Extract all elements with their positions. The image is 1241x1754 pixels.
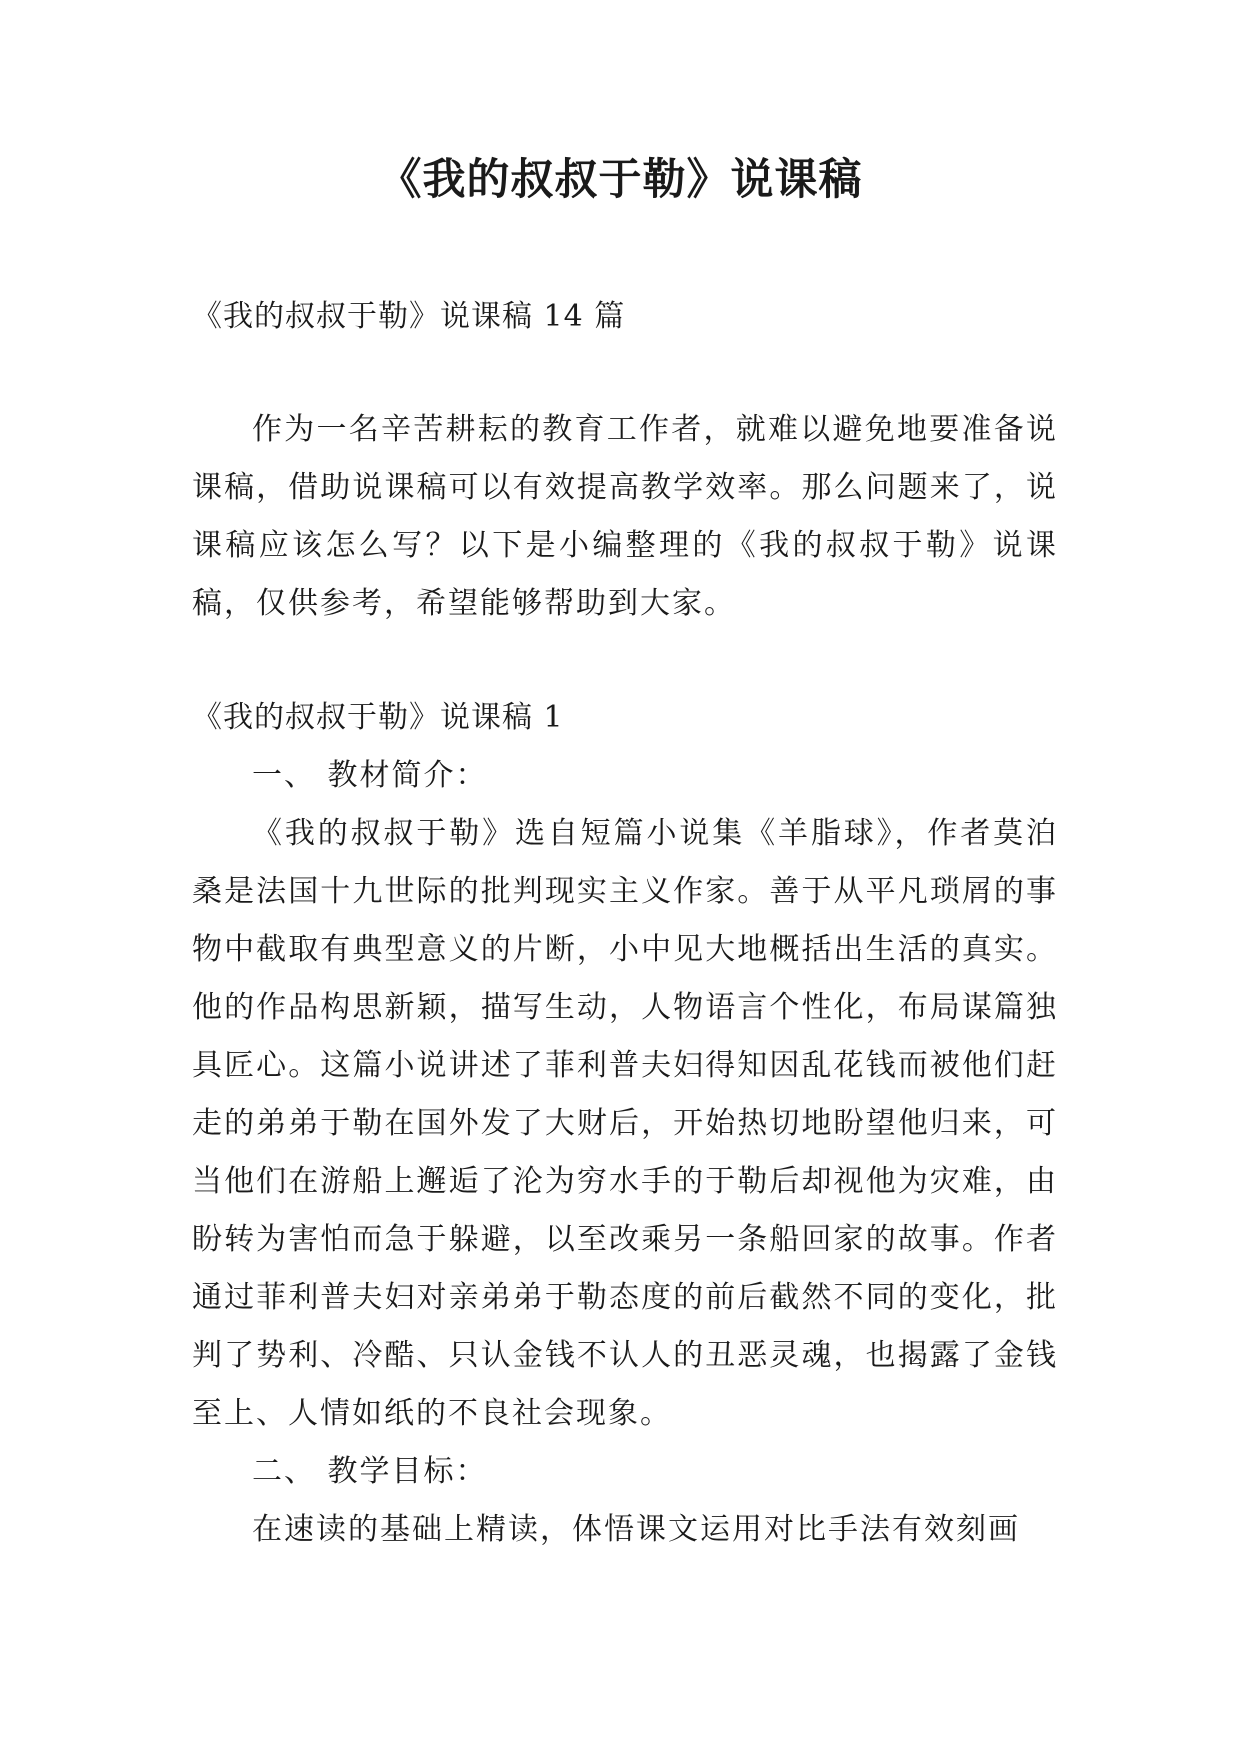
document-subtitle: 《我的叔叔于勒》说课稿 14 篇 xyxy=(192,299,626,334)
document-body xyxy=(192,288,1058,1559)
section-heading-materials: 一、 教材简介： xyxy=(252,758,488,793)
intro-paragraph: 作为一名辛苦耕耘的教育工作者，就难以避免地要准备说课稿，借助说课稿可以有效提高教学效率。那么问题来了，说课稿应该怎么写？以下是小编整理的《我的叔叔于勒》说课稿，仅供参考，希望能够帮助到大家。 xyxy=(192,412,1058,621)
section-heading-objectives: 二、 教学目标： xyxy=(252,1454,488,1489)
section-body-objectives: 在速读的基础上精读，体悟课文运用对比手法有效刻画 xyxy=(252,1512,1020,1547)
document-title: 《我的叔叔于勒》说课稿 xyxy=(378,155,863,205)
section-body-materials: 《我的叔叔于勒》选自短篇小说集《羊脂球》，作者莫泊桑是法国十九世际的批判现实主义作家。善于从平凡琐屑的事物中截取有典型意义的片断，小中见大地概括出生活的真实。他的作品构思新颖，描写生动，人物语言个性化，布局谋篇独具匠心。这篇小说讲述了菲利普夫妇得知因乱花钱而被他们赶走的弟弟于勒在国外发了大财后，开始热切地盼望他归来，可当他们在游船上邂逅了沦为穷水手的于勒后却视他为灾难，由盼转为害怕而急于躲避，以至改乘另一条船回家的故事。作者通过菲利普夫妇对亲弟弟于勒态度的前后截然不同的变化，批判了势利、冷酷、只认金钱不认人的丑恶灵魂，也揭露了金钱至上、人情如纸的不良社会现象。 xyxy=(192,816,1058,1431)
part-title: 《我的叔叔于勒》说课稿 1 xyxy=(192,700,564,735)
